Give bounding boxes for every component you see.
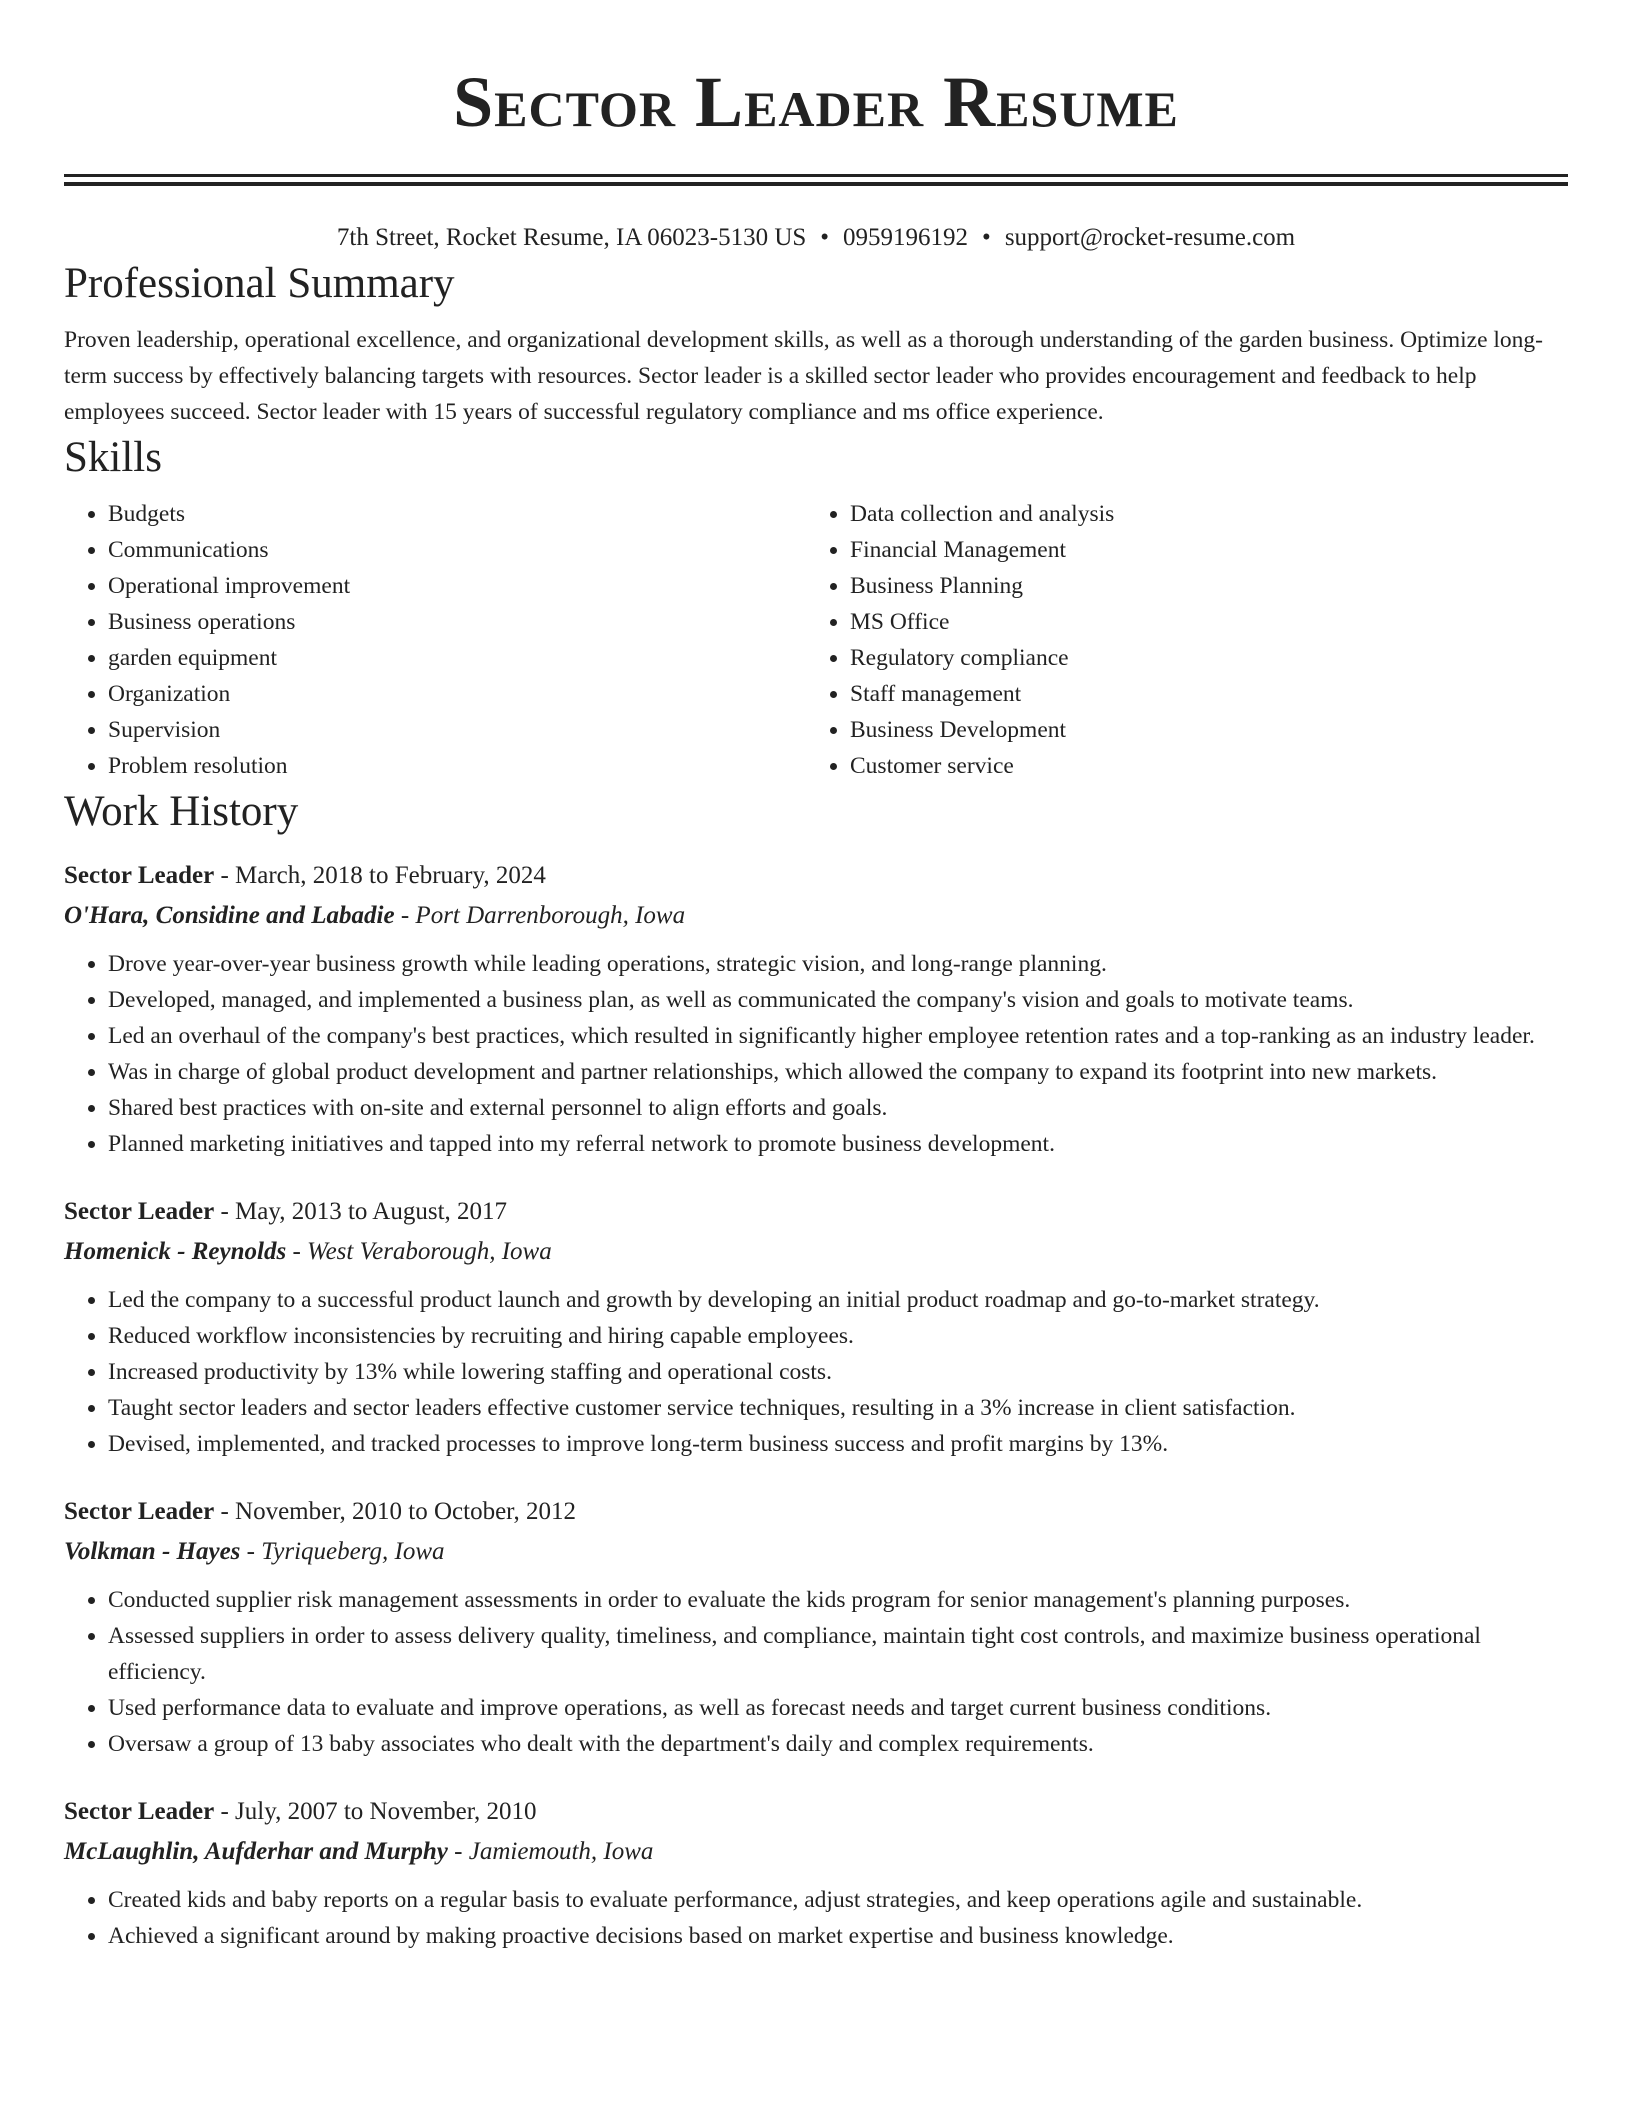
- skill-item: • Business operations: [108, 604, 806, 640]
- job-entry: [64, 1192, 1568, 1462]
- job-bullet: • Taught sector leaders and sector leaders effective customer service techniques, resulting in a 3% increase in client satisfaction.: [108, 1390, 1568, 1426]
- contact-separator: •: [820, 224, 830, 251]
- job-bullet: • Was in charge of global product development and partner relationships, which allowed the company to expand its footprint into new markets.: [108, 1054, 1568, 1090]
- job-company: McLaughlin, Aufderhar and Murphy: [64, 1838, 448, 1865]
- skill-item: • Operational improvement: [108, 568, 806, 604]
- job-company: Volkman - Hayes: [64, 1538, 241, 1565]
- contact-phone: 0959196192: [843, 224, 969, 251]
- job-company: Homenick - Reynolds: [64, 1238, 287, 1265]
- skills-column-right: [806, 496, 1548, 784]
- job-company-line: [64, 1832, 1568, 1872]
- job-dates: - November, 2010 to October, 2012: [214, 1498, 576, 1525]
- job-title-line: [64, 1792, 1568, 1832]
- job-dates: - July, 2007 to November, 2010: [214, 1798, 537, 1825]
- skill-item: • Communications: [108, 532, 806, 568]
- skill-item: • Staff management: [850, 676, 1548, 712]
- skill-item: • Business Planning: [850, 568, 1548, 604]
- skill-item: • Problem resolution: [108, 748, 806, 784]
- job-bullet: • Reduced workflow inconsistencies by recruiting and hiring capable employees.: [108, 1318, 1568, 1354]
- skill-item: • Business Development: [850, 712, 1548, 748]
- job-bullet: • Shared best practices with on-site and external personnel to align efforts and goals.: [108, 1090, 1568, 1126]
- job-location: - Jamiemouth, Iowa: [447, 1838, 654, 1865]
- job-title-line: [64, 1492, 1568, 1532]
- job-bullet: • Created kids and baby reports on a regular basis to evaluate performance, adjust strategies, and keep operations agile and sustainable.: [108, 1882, 1568, 1918]
- skill-item: • MS Office: [850, 604, 1548, 640]
- job-dates: - May, 2013 to August, 2017: [214, 1198, 508, 1225]
- job-location: - Port Darrenborough, Iowa: [394, 902, 686, 929]
- skill-item: • Budgets: [108, 496, 806, 532]
- job-bullet: • Used performance data to evaluate and improve operations, as well as forecast needs and target current business conditions.: [108, 1690, 1568, 1726]
- skills-list: [64, 496, 1568, 784]
- skill-item: • Organization: [108, 676, 806, 712]
- job-bullet: • Developed, managed, and implemented a business plan, as well as communicated the company's vision and goals to motivate teams.: [108, 982, 1568, 1018]
- skill-item: • Financial Management: [850, 532, 1548, 568]
- job-title: Sector Leader: [64, 1498, 215, 1525]
- title-divider: [64, 174, 1568, 186]
- job-title-line: [64, 856, 1568, 896]
- job-bullet: • Planned marketing initiatives and tapped into my referral network to promote business development.: [108, 1126, 1568, 1162]
- job-bullet: • Increased productivity by 13% while lowering staffing and operational costs.: [108, 1354, 1568, 1390]
- job-title: Sector Leader: [64, 862, 215, 889]
- skill-item: • Customer service: [850, 748, 1548, 784]
- skill-item: • Data collection and analysis: [850, 496, 1548, 532]
- job-location: - West Veraborough, Iowa: [286, 1238, 552, 1265]
- job-location: - Tyriqueberg, Iowa: [240, 1538, 445, 1565]
- job-title-line: [64, 1192, 1568, 1232]
- contact-email: support@rocket-resume.com: [1004, 224, 1296, 251]
- job-bullets: [64, 1582, 1568, 1762]
- job-bullets: [64, 1282, 1568, 1462]
- summary-heading: Professional Summary: [64, 260, 455, 307]
- job-bullets: [64, 1882, 1568, 1954]
- job-entry: [64, 1492, 1568, 1762]
- work-history-heading: Work History: [64, 788, 299, 835]
- job-bullet: • Assessed suppliers in order to assess delivery quality, timeliness, and compliance, maintain tight cost controls, and maximize business operational efficiency.: [108, 1618, 1568, 1690]
- job-bullet: • Devised, implemented, and tracked processes to improve long-term business success and profit margins by 13%.: [108, 1426, 1568, 1462]
- skill-item: • garden equipment: [108, 640, 806, 676]
- contact-line: [64, 220, 1568, 256]
- job-company-line: [64, 896, 1568, 936]
- job-bullet: • Led an overhaul of the company's best practices, which resulted in significantly higher employee retention rates and a top-ranking as an industry leader.: [108, 1018, 1568, 1054]
- job-bullet: • Drove year-over-year business growth while leading operations, strategic vision, and long-range planning.: [108, 946, 1568, 982]
- skills-heading: Skills: [64, 434, 162, 481]
- job-bullet: • Led the company to a successful product launch and growth by developing an initial product roadmap and go-to-market strategy.: [108, 1282, 1568, 1318]
- job-dates: - March, 2018 to February, 2024: [214, 862, 546, 889]
- job-company-line: [64, 1532, 1568, 1572]
- job-entry: [64, 856, 1568, 1162]
- resume-title: Sector Leader Resume: [453, 62, 1179, 142]
- job-bullet: • Conducted supplier risk management assessments in order to evaluate the kids program for senior management's planning purposes.: [108, 1582, 1568, 1618]
- skills-column-left: [64, 496, 806, 784]
- job-title: Sector Leader: [64, 1798, 215, 1825]
- job-company: O'Hara, Considine and Labadie: [64, 902, 395, 929]
- job-bullets: [64, 946, 1568, 1162]
- job-title: Sector Leader: [64, 1198, 215, 1225]
- contact-address: 7th Street, Rocket Resume, IA 06023-5130 US: [336, 224, 807, 251]
- job-bullet: • Oversaw a group of 13 baby associates who dealt with the department's daily and complex requirements.: [108, 1726, 1568, 1762]
- contact-separator: •: [982, 224, 991, 251]
- skill-item: • Supervision: [108, 712, 806, 748]
- skill-item: • Regulatory compliance: [850, 640, 1548, 676]
- job-entry: [64, 1792, 1568, 1954]
- summary-text: Proven leadership, operational excellence, and organizational development skills, as well as a thorough understanding of the garden business. Optimize long-term success by effectively balancing targets with resources. Sector leader is a skilled sector leader who provides encouragement and feedback to help employees succeed. Sector leader with 15 years of successful regulatory compliance and ms office experience.: [64, 327, 1543, 425]
- job-bullet: • Achieved a significant around by making proactive decisions based on market expertise and business knowledge.: [108, 1918, 1568, 1954]
- job-company-line: [64, 1232, 1568, 1272]
